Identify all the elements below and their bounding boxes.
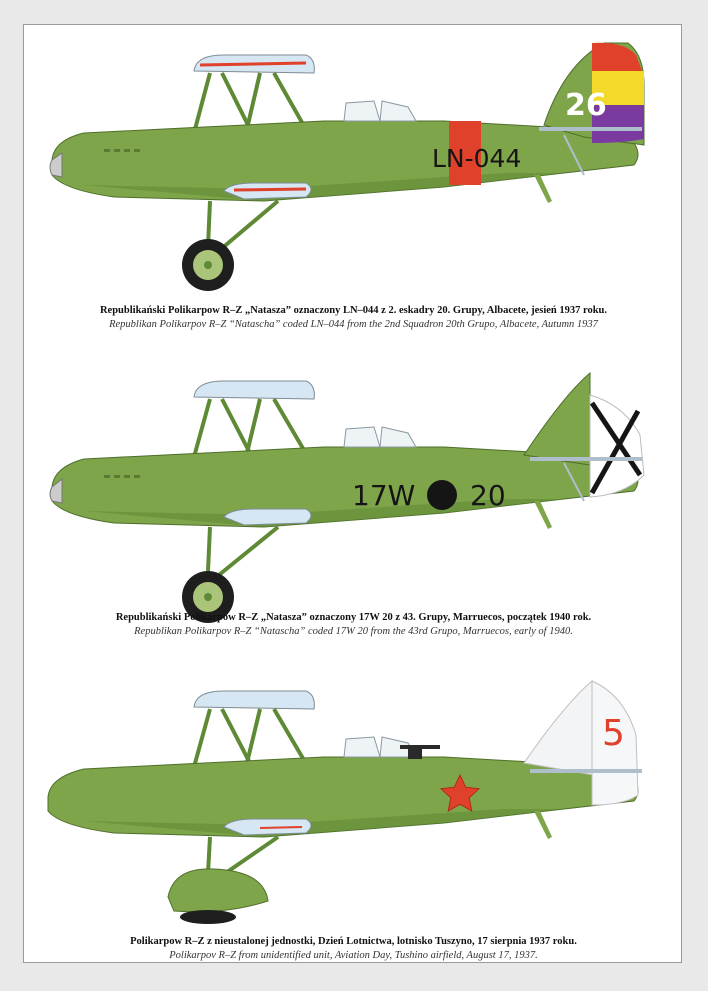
aircraft-profile-1-illustration: [24, 25, 683, 345]
plate-2: [24, 345, 683, 645]
plate-1: [24, 25, 683, 345]
caption-2-english: Republikan Polikarpov R–Z “Natascha” coded 17W 20 from the 43rd Grupo, Marruecos, early of 1940.: [134, 626, 573, 637]
caption-1-polish: Republikański Polikarpow R–Z „Natasza” oznaczony LN–044 z 2. eskadry 20. Grupy, Albacete, jesień 1937 roku.: [99, 305, 608, 316]
fuselage-code-left: 17W: [352, 479, 416, 512]
caption-1: [24, 304, 683, 332]
caption-3-polish: Polikarpow R–Z z nieustalonej jednostki, Dzień Lotnictwa, lotnisko Tuszyno, 17 sierpnia 1937 roku.: [130, 936, 577, 947]
tail-number: 5: [602, 713, 625, 754]
profile-page: [23, 24, 682, 963]
caption-2-polish: Republikański Polikarpow R–Z „Natasza” oznaczony 17W 20 z 43. Grupy, Marruecos, początek 1940 rok.: [115, 612, 592, 623]
fuselage-code: LN-044: [432, 144, 522, 173]
caption-3: [24, 935, 683, 963]
black-roundel: [427, 480, 457, 510]
fuselage-code-right: 20: [470, 479, 506, 512]
aircraft-profile-3-illustration: [24, 645, 683, 964]
caption-1-english: Republikan Polikarpov R–Z “Natascha” coded LN–044 from the 2nd Squadron 20th Grupo, Albacete, Autumn 1937: [109, 319, 598, 330]
tail-number: 26: [565, 88, 607, 123]
caption-3-english: Polikarpov R–Z from unidentified unit, Aviation Day, Tushino airfield, August 17, 1937.: [169, 950, 538, 961]
caption-2: [24, 611, 683, 639]
aircraft-profile-2-illustration: [24, 345, 683, 645]
plate-3: [24, 645, 683, 964]
